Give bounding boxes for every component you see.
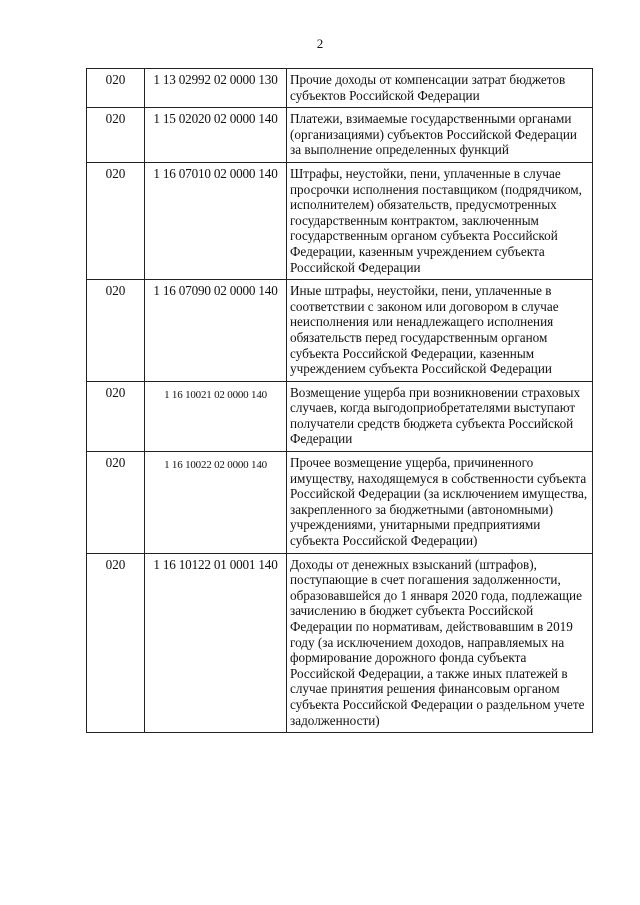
table-row <box>87 69 593 108</box>
income-code-cell: 1 15 02020 02 0000 140 <box>145 108 287 163</box>
page-number: 2 <box>316 36 324 51</box>
income-name-cell: Возмещение ущерба при возникновении страховых случаев, когда выгодоприобретателями выступают получатели средств бюджета субъекта Российской Федерации <box>287 381 593 451</box>
table-row <box>87 452 593 554</box>
admin-code-cell: 020 <box>87 452 145 554</box>
admin-code-cell: 020 <box>87 381 145 451</box>
income-name-cell: Доходы от денежных взысканий (штрафов), поступающие в счет погашения задолженности, образовавшейся до 1 января 2020 года, подлежащие зачислению в бюджет субъекта Российской Федерации по нормативам, действовавшим в 2019 году (за исключением доходов, направляемых на формирование дорожного фонда субъекта Российской Федерации, а также иных платежей в случае принятия решения финансовым органом субъекта Российской Федерации о раздельном учете задолженности) <box>287 553 593 733</box>
income-code-cell: 1 16 07010 02 0000 140 <box>145 162 287 279</box>
table-row <box>87 162 593 279</box>
admin-code-cell: 020 <box>87 553 145 733</box>
table-row <box>87 381 593 451</box>
income-code-cell: 1 16 10021 02 0000 140 <box>145 381 287 451</box>
admin-code-cell: 020 <box>87 108 145 163</box>
income-name-cell: Платежи, взимаемые государственными органами (организациями) субъектов Российской Федерации за выполнение определенных функций <box>287 108 593 163</box>
income-name-cell: Прочее возмещение ущерба, причиненного имуществу, находящемуся в собственности субъекта Российской Федерации (за исключением имущества, закрепленного за бюджетными (автономными) учреждениями, унитарными предприятиями субъекта Российской Федерации) <box>287 452 593 554</box>
income-codes-table <box>86 68 593 733</box>
admin-code-cell: 020 <box>87 69 145 108</box>
income-name-cell: Иные штрафы, неустойки, пени, уплаченные в соответствии с законом или договором в случае неисполнения или ненадлежащего исполнения обязательств перед государственным органом субъекта Российской Федерации, казенным учреждением субъекта Российской Федерации <box>287 280 593 382</box>
income-name-cell: Штрафы, неустойки, пени, уплаченные в случае просрочки исполнения поставщиком (подрядчиком, исполнителем) обязательств, предусмотренных государственным контрактом, заключенным государственным органом субъекта Российской Федерации, казенным учреждением субъекта Российской Федерации <box>287 162 593 279</box>
table-row <box>87 108 593 163</box>
income-code-cell: 1 16 10122 01 0001 140 <box>145 553 287 733</box>
income-code-cell: 1 16 10022 02 0000 140 <box>145 452 287 554</box>
table-row <box>87 553 593 733</box>
admin-code-cell: 020 <box>87 162 145 279</box>
income-code-cell: 1 13 02992 02 0000 130 <box>145 69 287 108</box>
income-name-cell: Прочие доходы от компенсации затрат бюджетов субъектов Российской Федерации <box>287 69 593 108</box>
income-code-cell: 1 16 07090 02 0000 140 <box>145 280 287 382</box>
table-row <box>87 280 593 382</box>
admin-code-cell: 020 <box>87 280 145 382</box>
